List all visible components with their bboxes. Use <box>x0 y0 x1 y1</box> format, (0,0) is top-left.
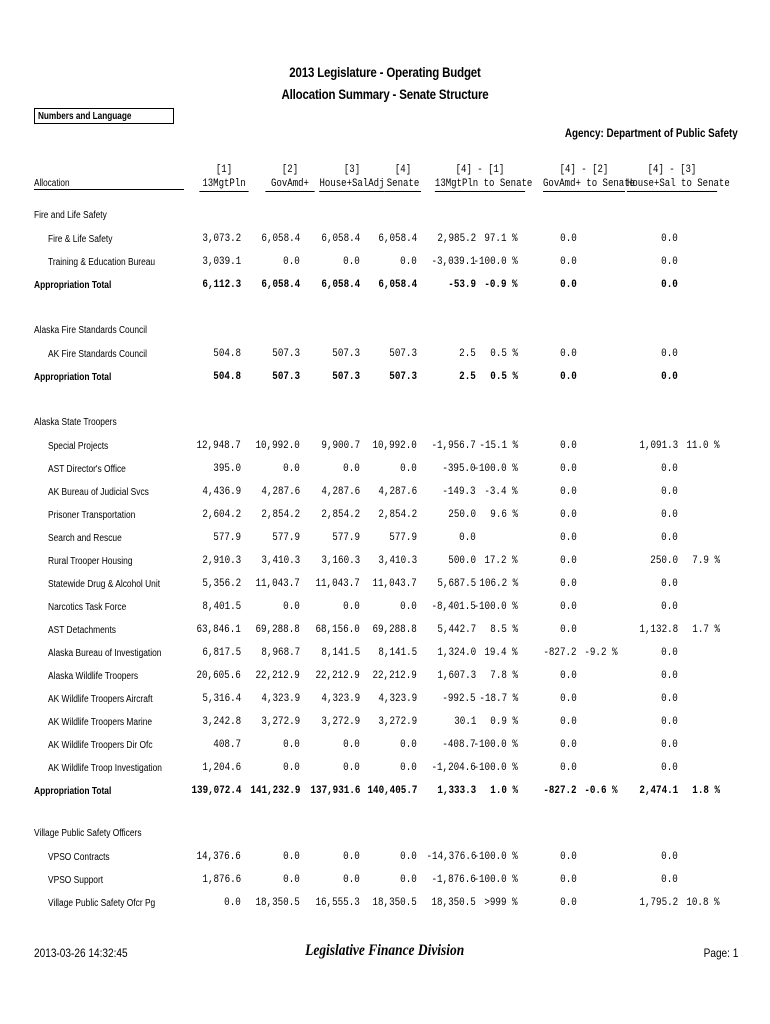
cell-p1: -18.7 % <box>479 693 518 705</box>
cell-c3: 0.0 <box>343 874 360 886</box>
cell-d1: 2,985.2 <box>437 233 476 245</box>
cell-c1: 3,039.1 <box>202 256 241 268</box>
cell-c4: 3,410.3 <box>378 555 417 567</box>
cell-c2: 6,058.4 <box>261 279 300 291</box>
cell-c1: 408.7 <box>213 739 241 751</box>
cell-c3: 577.9 <box>332 532 360 544</box>
cell-d2: 0.0 <box>560 463 577 475</box>
cell-p1: -0.9 % <box>484 279 518 291</box>
cell-c4: 507.3 <box>389 348 417 360</box>
cell-c2: 18,350.5 <box>255 897 300 909</box>
cell-c3: 6,058.4 <box>321 279 360 291</box>
cell-c1: 20,605.6 <box>196 670 241 682</box>
cell-c1: 0.0 <box>224 897 241 909</box>
column-header-index: [4] <box>394 164 412 176</box>
column-header-label: House+Sal to Senate <box>626 178 730 190</box>
cell-p1: 0.5 % <box>490 348 518 360</box>
cell-c4: 0.0 <box>400 601 417 613</box>
cell-d2: 0.0 <box>560 233 577 245</box>
cell-d2: 0.0 <box>560 509 577 521</box>
cell-d3: 0.0 <box>661 739 678 751</box>
cell-c4: 4,323.9 <box>378 693 417 705</box>
allocation-name: AK Bureau of Judicial Svcs <box>48 487 149 498</box>
cell-c2: 0.0 <box>283 739 300 751</box>
cell-c3: 3,272.9 <box>321 716 360 728</box>
cell-c4: 0.0 <box>400 739 417 751</box>
cell-p1: -100.0 % <box>473 762 518 774</box>
cell-c1: 63,846.1 <box>196 624 241 636</box>
cell-c4: 0.0 <box>400 874 417 886</box>
table-row <box>0 716 770 732</box>
cell-d1: 30.1 <box>453 716 476 728</box>
total-label: Appropriation Total <box>34 372 112 383</box>
cell-c1: 5,356.2 <box>202 578 241 590</box>
cell-p1: -15.1 % <box>479 440 518 452</box>
cell-d3: 0.0 <box>661 874 678 886</box>
cell-d3: 0.0 <box>661 279 678 291</box>
cell-c2: 0.0 <box>283 851 300 863</box>
footer-timestamp: 2013-03-26 14:32:45 <box>34 946 128 960</box>
cell-c2: 11,043.7 <box>255 578 300 590</box>
allocation-name: Statewide Drug & Alcohol Unit <box>48 579 161 590</box>
cell-d1: -408.7 <box>442 739 476 751</box>
cell-d2: 0.0 <box>560 874 577 886</box>
allocation-header-label: Allocation <box>34 178 70 189</box>
cell-p1: -100.0 % <box>473 739 518 751</box>
cell-c2: 3,272.9 <box>261 716 300 728</box>
cell-d3: 0.0 <box>661 348 678 360</box>
column-header-index: [3] <box>343 164 361 176</box>
footer-division <box>0 942 770 960</box>
cell-c4: 4,287.6 <box>378 486 417 498</box>
cell-d3: 0.0 <box>661 371 678 383</box>
footer-page-number: Page: 1 <box>703 946 738 960</box>
cell-d3: 1,132.8 <box>639 624 678 636</box>
allocation-name: AST Detachments <box>48 625 117 636</box>
allocation-name: Search and Rescue <box>48 533 122 544</box>
cell-c1: 504.8 <box>213 348 241 360</box>
cell-c3: 6,058.4 <box>321 233 360 245</box>
cell-d1: -149.3 <box>442 486 476 498</box>
cell-c3: 0.0 <box>343 762 360 774</box>
cell-d3: 0.0 <box>661 762 678 774</box>
cell-c4: 11,043.7 <box>372 578 417 590</box>
cell-c2: 22,212.9 <box>255 670 300 682</box>
cell-c4: 507.3 <box>389 371 417 383</box>
cell-d1: -395.0 <box>442 463 476 475</box>
total-label: Appropriation Total <box>34 280 112 291</box>
section-heading: Alaska Fire Standards Council <box>34 325 147 336</box>
column-header-label: 13MgtPln <box>199 178 248 192</box>
cell-p1: 17.2 % <box>484 555 518 567</box>
cell-c4: 69,288.8 <box>372 624 417 636</box>
column-header-index: [4] - [1] <box>455 164 505 176</box>
cell-c3: 0.0 <box>343 463 360 475</box>
cell-d1: -53.9 <box>448 279 476 291</box>
cell-p1: -3.4 % <box>484 486 518 498</box>
allocation-name: Narcotics Task Force <box>48 602 127 613</box>
allocation-name: AK Wildlife Troopers Dir Ofc <box>48 740 153 751</box>
allocation-name: VPSO Support <box>48 875 104 886</box>
cell-c3: 0.0 <box>343 256 360 268</box>
cell-d2: 0.0 <box>560 256 577 268</box>
cell-d2: 0.0 <box>560 532 577 544</box>
cell-d2: 0.0 <box>560 279 577 291</box>
cell-d3: 0.0 <box>661 578 678 590</box>
table-row <box>0 463 770 479</box>
column-header-index: [2] <box>281 164 299 176</box>
cell-d1: 1,324.0 <box>437 647 476 659</box>
table-row <box>0 897 770 913</box>
table-row <box>0 233 770 249</box>
cell-p2: -0.6 % <box>584 785 618 797</box>
cell-d1: 5,687.5 <box>437 578 476 590</box>
cell-p1: -100.0 % <box>473 874 518 886</box>
column-header-4 <box>385 164 421 192</box>
cell-c2: 69,288.8 <box>255 624 300 636</box>
cell-d1: 1,333.3 <box>437 785 476 797</box>
cell-d2: 0.0 <box>560 440 577 452</box>
cell-p1: 7.8 % <box>490 670 518 682</box>
cell-p3: 11.0 % <box>686 440 720 452</box>
cell-c3: 507.3 <box>332 348 360 360</box>
cell-c1: 395.0 <box>213 463 241 475</box>
cell-d1: 0.0 <box>459 532 476 544</box>
cell-p1: 106.2 % <box>479 578 518 590</box>
table-row <box>0 440 770 456</box>
cell-d2: 0.0 <box>560 693 577 705</box>
cell-c1: 6,817.5 <box>202 647 241 659</box>
cell-c3: 16,555.3 <box>315 897 360 909</box>
cell-c2: 4,287.6 <box>261 486 300 498</box>
cell-p1: >999 % <box>484 897 518 909</box>
cell-c1: 6,112.3 <box>202 279 241 291</box>
cell-d2: -827.2 <box>543 785 577 797</box>
cell-c1: 2,604.2 <box>202 509 241 521</box>
cell-d3: 0.0 <box>661 693 678 705</box>
cell-d3: 0.0 <box>661 647 678 659</box>
cell-c2: 4,323.9 <box>261 693 300 705</box>
table-row <box>0 670 770 686</box>
column-header-1 <box>199 164 248 192</box>
cell-d1: 5,442.7 <box>437 624 476 636</box>
table-row <box>0 532 770 548</box>
cell-c4: 0.0 <box>400 762 417 774</box>
cell-c1: 504.8 <box>213 371 241 383</box>
cell-c4: 6,058.4 <box>378 279 417 291</box>
cell-p3: 10.8 % <box>686 897 720 909</box>
cell-c3: 0.0 <box>343 601 360 613</box>
cell-c3: 8,141.5 <box>321 647 360 659</box>
cell-c4: 22,212.9 <box>372 670 417 682</box>
appropriation-total-row <box>0 279 770 295</box>
allocation-name: VPSO Contracts <box>48 852 110 863</box>
cell-c4: 0.0 <box>400 256 417 268</box>
cell-c3: 11,043.7 <box>315 578 360 590</box>
cell-d2: 0.0 <box>560 897 577 909</box>
cell-c1: 14,376.6 <box>196 851 241 863</box>
table-row <box>0 693 770 709</box>
column-header-2 <box>265 164 314 192</box>
cell-p1: 1.0 % <box>490 785 518 797</box>
cell-d2: 0.0 <box>560 762 577 774</box>
cell-d3: 1,091.3 <box>639 440 678 452</box>
cell-p1: 19.4 % <box>484 647 518 659</box>
allocation-name: AK Wildlife Troopers Aircraft <box>48 694 153 705</box>
cell-d2: 0.0 <box>560 371 577 383</box>
cell-d1: -14,376.6 <box>426 851 476 863</box>
cell-c3: 0.0 <box>343 739 360 751</box>
cell-d2: 0.0 <box>560 716 577 728</box>
column-header-5 <box>434 164 533 192</box>
cell-d2: 0.0 <box>560 624 577 636</box>
cell-d1: -1,876.6 <box>431 874 476 886</box>
cell-d2: 0.0 <box>560 601 577 613</box>
cell-c1: 8,401.5 <box>202 601 241 613</box>
cell-c3: 4,287.6 <box>321 486 360 498</box>
cell-c1: 2,910.3 <box>202 555 241 567</box>
cell-c3: 68,156.0 <box>315 624 360 636</box>
cell-d1: -992.5 <box>442 693 476 705</box>
table-row <box>0 348 770 364</box>
cell-d1: -8,401.5 <box>431 601 476 613</box>
cell-c3: 0.0 <box>343 851 360 863</box>
cell-c2: 0.0 <box>283 601 300 613</box>
cell-d1: 18,350.5 <box>431 897 476 909</box>
table-row <box>0 647 770 663</box>
cell-c2: 0.0 <box>283 256 300 268</box>
cell-c4: 8,141.5 <box>378 647 417 659</box>
cell-d3: 250.0 <box>650 555 678 567</box>
table-row <box>0 509 770 525</box>
cell-c2: 141,232.9 <box>250 785 300 797</box>
table-row <box>0 624 770 640</box>
cell-c1: 139,072.4 <box>191 785 241 797</box>
cell-c1: 5,316.4 <box>202 693 241 705</box>
cell-c4: 577.9 <box>389 532 417 544</box>
cell-d2: 0.0 <box>560 851 577 863</box>
cell-d3: 0.0 <box>661 532 678 544</box>
cell-p1: -100.0 % <box>473 463 518 475</box>
cell-p1: -100.0 % <box>473 601 518 613</box>
cell-c1: 577.9 <box>213 532 241 544</box>
cell-p3: 1.7 % <box>692 624 720 636</box>
cell-d3: 0.0 <box>661 463 678 475</box>
appropriation-total-row <box>0 785 770 801</box>
table-row <box>0 555 770 571</box>
column-header-label: GovAmd+ <box>265 178 314 192</box>
cell-c2: 577.9 <box>272 532 300 544</box>
cell-c1: 1,876.6 <box>202 874 241 886</box>
allocation-name: AK Wildlife Troopers Marine <box>48 717 153 728</box>
cell-c2: 507.3 <box>272 348 300 360</box>
cell-c3: 2,854.2 <box>321 509 360 521</box>
section-heading: Fire and Life Safety <box>34 210 107 221</box>
allocation-name: AST Director's Office <box>48 464 126 475</box>
total-label: Appropriation Total <box>34 786 112 797</box>
cell-p3: 7.9 % <box>692 555 720 567</box>
cell-c3: 3,160.3 <box>321 555 360 567</box>
cell-c3: 4,323.9 <box>321 693 360 705</box>
cell-c2: 6,058.4 <box>261 233 300 245</box>
appropriation-total-row <box>0 371 770 387</box>
cell-d3: 0.0 <box>661 716 678 728</box>
cell-d2: 0.0 <box>560 578 577 590</box>
cell-c4: 2,854.2 <box>378 509 417 521</box>
table-row <box>0 601 770 617</box>
allocation-name: AK Fire Standards Council <box>48 349 147 360</box>
column-header-index: [1] <box>215 164 233 176</box>
cell-d3: 0.0 <box>661 851 678 863</box>
column-header-label: 13MgtPln to Senate <box>434 178 533 190</box>
allocation-name: Village Public Safety Ofcr Pg <box>48 898 156 909</box>
cell-p1: 97.1 % <box>484 233 518 245</box>
cell-d3: 0.0 <box>661 486 678 498</box>
table-row <box>0 762 770 778</box>
cell-p1: -100.0 % <box>473 851 518 863</box>
cell-d1: -1,956.7 <box>431 440 476 452</box>
cell-c1: 12,948.7 <box>196 440 241 452</box>
cell-c1: 1,204.6 <box>202 762 241 774</box>
allocation-name: AK Wildlife Troop Investigation <box>48 763 162 774</box>
cell-c1: 4,436.9 <box>202 486 241 498</box>
cell-d3: 2,474.1 <box>639 785 678 797</box>
cell-d1: -1,204.6 <box>431 762 476 774</box>
cell-d2: 0.0 <box>560 348 577 360</box>
cell-c2: 0.0 <box>283 463 300 475</box>
allocation-name: Alaska Bureau of Investigation <box>48 648 162 659</box>
cell-d3: 0.0 <box>661 601 678 613</box>
allocation-name: Training & Education Bureau <box>48 257 156 268</box>
cell-c2: 0.0 <box>283 874 300 886</box>
numbers-language-box <box>34 108 174 124</box>
cell-c2: 507.3 <box>272 371 300 383</box>
section-heading: Alaska State Troopers <box>34 417 117 428</box>
cell-c4: 10,992.0 <box>372 440 417 452</box>
cell-c4: 0.0 <box>400 851 417 863</box>
table-row <box>0 256 770 272</box>
cell-c3: 507.3 <box>332 371 360 383</box>
cell-d3: 1,795.2 <box>639 897 678 909</box>
cell-c4: 6,058.4 <box>378 233 417 245</box>
allocation-name: Alaska Wildlife Troopers <box>48 671 139 682</box>
cell-c2: 3,410.3 <box>261 555 300 567</box>
cell-d3: 0.0 <box>661 233 678 245</box>
section-heading: Village Public Safety Officers <box>34 828 142 839</box>
cell-p1: 0.9 % <box>490 716 518 728</box>
cell-c4: 140,405.7 <box>367 785 417 797</box>
cell-p3: 1.8 % <box>692 785 720 797</box>
column-header-label: GovAmd+ to Senate <box>543 178 636 190</box>
table-row <box>0 851 770 867</box>
allocation-header <box>34 178 184 190</box>
column-header-index: [4] - [3] <box>647 164 697 176</box>
cell-d1: -3,039.1 <box>431 256 476 268</box>
numbers-language-label: Numbers and Language <box>38 111 132 122</box>
column-header-label: House+SalAdj <box>319 178 385 190</box>
report-subtitle: Allocation Summary - Senate Structure <box>281 86 489 102</box>
cell-c2: 0.0 <box>283 762 300 774</box>
column-header-3 <box>319 164 385 192</box>
cell-c3: 22,212.9 <box>315 670 360 682</box>
column-header-7 <box>626 164 730 192</box>
cell-c3: 9,900.7 <box>321 440 360 452</box>
allocation-name: Prisoner Transportation <box>48 510 136 521</box>
cell-c1: 3,242.8 <box>202 716 241 728</box>
cell-d2: -827.2 <box>543 647 577 659</box>
cell-p1: 8.5 % <box>490 624 518 636</box>
cell-d1: 1,607.3 <box>437 670 476 682</box>
table-row <box>0 739 770 755</box>
cell-d2: 0.0 <box>560 486 577 498</box>
cell-d3: 0.0 <box>661 256 678 268</box>
cell-c2: 2,854.2 <box>261 509 300 521</box>
column-header-index: [4] - [2] <box>559 164 609 176</box>
cell-d3: 0.0 <box>661 670 678 682</box>
cell-d1: 2.5 <box>459 371 476 383</box>
cell-c2: 10,992.0 <box>255 440 300 452</box>
cell-d1: 250.0 <box>448 509 476 521</box>
footer-division-label: Legislative Finance Division <box>305 942 465 959</box>
cell-d2: 0.0 <box>560 555 577 567</box>
table-row <box>0 874 770 890</box>
column-header-6 <box>543 164 636 192</box>
cell-p1: 9.6 % <box>490 509 518 521</box>
cell-c2: 8,968.7 <box>261 647 300 659</box>
cell-c3: 137,931.6 <box>310 785 360 797</box>
cell-p1: -100.0 % <box>473 256 518 268</box>
cell-d3: 0.0 <box>661 509 678 521</box>
cell-d2: 0.0 <box>560 670 577 682</box>
column-header-label: Senate <box>386 178 420 190</box>
allocation-name: Fire & Life Safety <box>48 234 113 245</box>
allocation-name: Special Projects <box>48 441 109 452</box>
table-row <box>0 578 770 594</box>
cell-c1: 3,073.2 <box>202 233 241 245</box>
cell-d2: 0.0 <box>560 739 577 751</box>
cell-d1: 2.5 <box>459 348 476 360</box>
agency-label: Agency: Department of Public Safety <box>565 126 738 140</box>
report-title: 2013 Legislature - Operating Budget <box>289 64 481 80</box>
cell-p1: 0.5 % <box>490 371 518 383</box>
cell-p2: -9.2 % <box>584 647 618 659</box>
cell-d1: 500.0 <box>448 555 476 567</box>
cell-c4: 0.0 <box>400 463 417 475</box>
cell-c4: 3,272.9 <box>378 716 417 728</box>
table-row <box>0 486 770 502</box>
cell-c4: 18,350.5 <box>372 897 417 909</box>
allocation-name: Rural Trooper Housing <box>48 556 133 567</box>
